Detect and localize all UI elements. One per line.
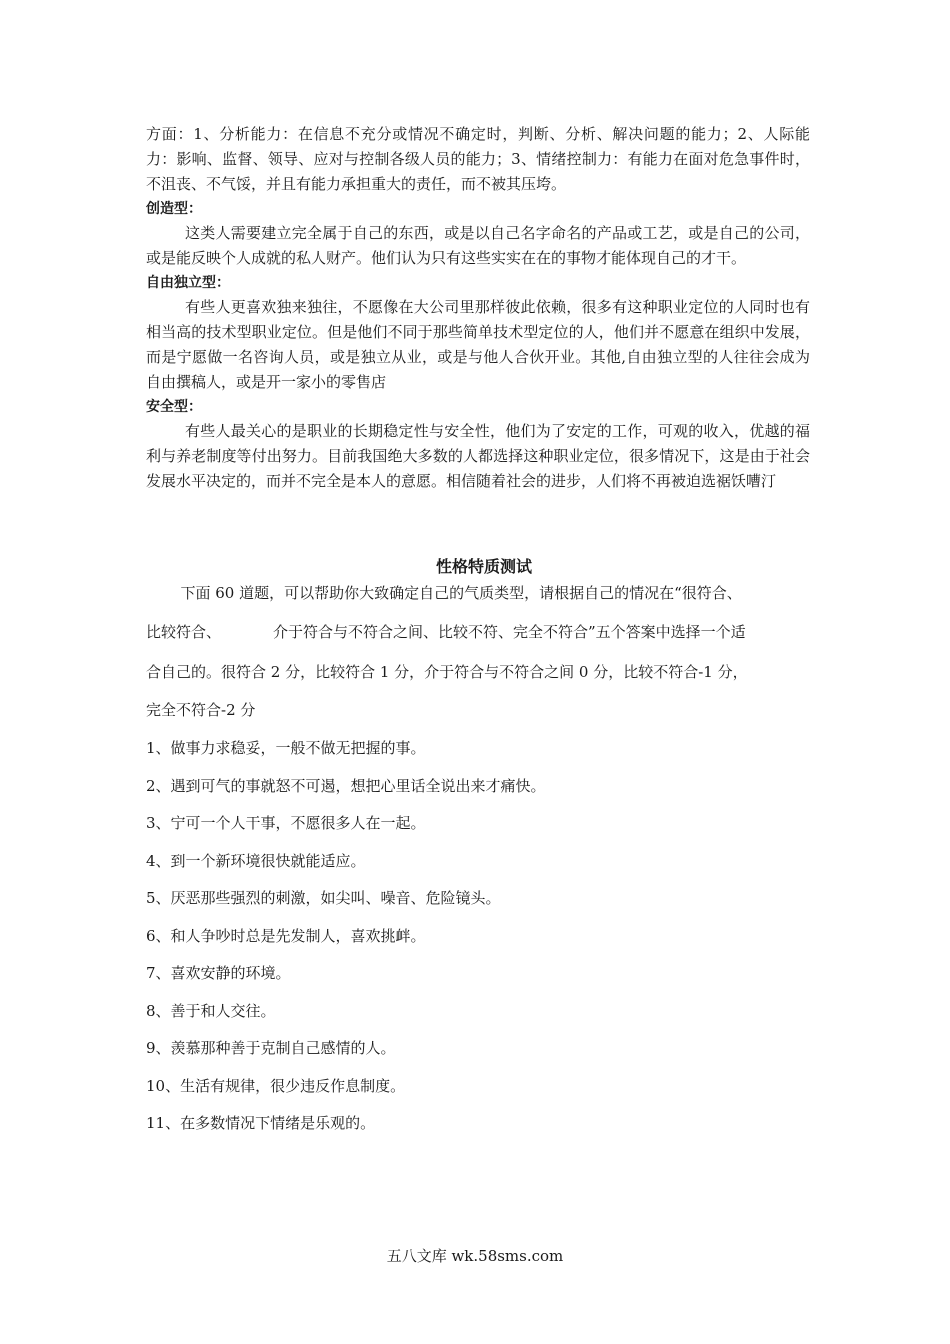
intro-line-4: 完全不符合-2 分 (146, 701, 256, 719)
question-item: 5、厌恶那些强烈的刺激，如尖叫、噪音、危险镜头。 (146, 889, 501, 907)
question-item: 9、羡慕那种善于克制自己感情的人。 (146, 1039, 396, 1057)
question-item: 8、善于和人交往。 (146, 1001, 276, 1020)
question-item: 11、在多数情况下情绪是乐观的。 (146, 1114, 376, 1132)
test-title: 性格特质测试 (435, 557, 532, 576)
question-item: 4、到一个新环境很快就能适应。 (146, 851, 366, 870)
opening-paragraph: 方面：1、分析能力：在信息不充分或情况不确定时，判断、分析、解决问题的能力；2、人际能力：影响、监督、领导、应对与控制各级人员的能力；3、情绪控制力：有能力在面对危急事件时，不沮丧、不气馁，并且有能力承担重大的责任，而不被其压垮。 (146, 125, 810, 193)
intro-line-1: 下面 60 道题，可以帮助你大致确定自己的气质类型，请根据自己的情况在“很符合、 (180, 584, 742, 602)
intro-line-2-part-a: 比较符合、 (146, 623, 222, 641)
security-type-body: 有些人最关心的是职业的长期稳定性与安全性，他们为了安定的工作，可观的收入，优越的福利与养老制度等付出努力。目前我国绝大多数的人都选择这种职业定位，很多情况下，这是由于社会发展水平决定的，而并不完全是本人的意愿。相信随着社会的进步，人们将不再被迫选裾饫嘈汀 (146, 422, 810, 490)
question-item: 10、生活有规律，很少违反作息制度。 (146, 1076, 406, 1095)
independent-type-heading: 自由独立型： (146, 275, 230, 291)
question-item: 7、喜欢安静的环境。 (146, 964, 291, 982)
question-item: 2、遇到可气的事就怒不可遏，想把心里话全说出来才痛快。 (146, 776, 546, 795)
question-item: 3、宁可一个人干事，不愿很多人在一起。 (146, 814, 426, 832)
creative-type-body: 这类人需要建立完全属于自己的东西，或是以自己名字命名的产品或工艺，或是自己的公司，或是能反映个人成就的私人财产。他们认为只有这些实实在在的事物才能体现自己的才干。 (146, 224, 810, 267)
question-list (146, 730, 810, 1143)
security-type-heading: 安全型： (146, 399, 202, 415)
intro-line-2 (146, 614, 810, 650)
intro-line-3: 合自己的。很符合 2 分，比较符合 1 分，介于符合与不符合之间 0 分，比较不符合-1 分， (146, 663, 748, 681)
section-spacer (146, 494, 810, 554)
test-intro (146, 580, 810, 728)
footer-watermark: 五八文库 wk.58sms.com (386, 1247, 564, 1265)
independent-type-body: 有些人更喜欢独来独往，不愿像在大公司里那样彼此依赖，很多有这种职业定位的人同时也有相当高的技术型职业定位。但是他们不同于那些简单技术型定位的人，他们并不愿意在组织中发展，而是宁愿做一名咨询人员，或是独立从业，或是与他人合伙开业。其他,自由独立型的人往往会成为自由撰稿人，或是开一家小的零售店 (146, 298, 810, 391)
intro-line-2-part-b: 介于符合与不符合之间、比较不符、完全不符合”五个答案中选择一个适 (273, 623, 746, 641)
question-item: 6、和人争吵时总是先发制人，喜欢挑衅。 (146, 926, 426, 945)
document-body (146, 122, 810, 1143)
question-item: 1、做事力求稳妥，一般不做无把握的事。 (146, 739, 426, 757)
creative-type-heading: 创造型： (146, 201, 202, 217)
